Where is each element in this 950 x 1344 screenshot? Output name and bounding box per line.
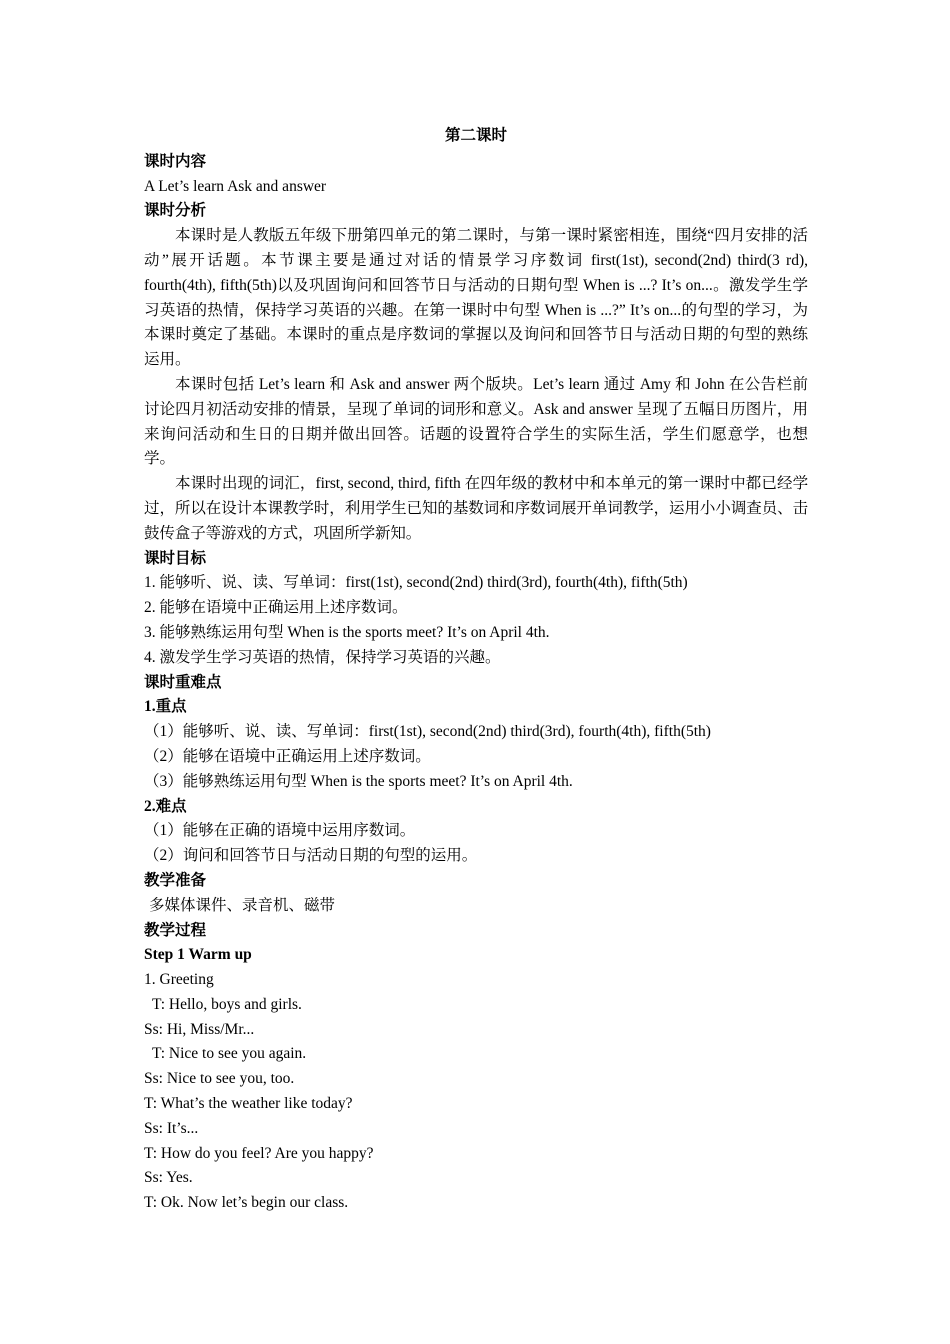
- key-point-item: （2）能够在语境中正确运用上述序数词。: [144, 747, 431, 765]
- dialogue-line: Ss: Nice to see you, too.: [144, 1070, 295, 1088]
- dialogue-line: T: How do you feel? Are you happy?: [144, 1144, 374, 1162]
- goal-item: 1. 能够听、说、读、写单词：first(1st), second(2nd) third(3rd), fourth(4th), fifth(5th): [144, 574, 688, 592]
- dialogue-line: T: Ok. Now let’s begin our class.: [144, 1194, 349, 1212]
- dialogue-line: Ss: Yes.: [144, 1169, 193, 1187]
- goal-item: 4. 激发学生学习英语的热情，保持学习英语的兴趣。: [144, 648, 501, 666]
- goal-item: 2. 能够在语境中正确运用上述序数词。: [144, 599, 408, 617]
- heading-difficult-points: 2.难点: [144, 797, 187, 815]
- dialogue-line: T: Hello, boys and girls.: [152, 995, 302, 1013]
- dialogue-line: Ss: It’s...: [144, 1119, 199, 1137]
- difficult-point-item: （2）询问和回答节日与活动日期的句型的运用。: [144, 847, 478, 865]
- dialogue-line: T: What’s the weather like today?: [144, 1095, 353, 1113]
- analysis-paragraph-1: 本课时是人教版五年级下册第四单元的第二课时，与第一课时紧密相连，围绕“四月安排的活动”展开话题。本节课主要是通过对话的情景学习序数词 first(1st), second(2nd) third(3 rd), fourth(4th), fifth(5th)以及巩固询问和回答节日与活动的日期句型 When is ...? It’s on...。激发学生学习英语的热情，保持学习英语的兴趣。在第一课时中句型 When is ...?” It’s on...的句型的学习，为本课时奠定了基础。本课时的重点是序数词的掌握以及询问和回答节日与活动日期的句型的熟练运用。: [144, 227, 808, 369]
- heading-key-points: 1.重点: [144, 698, 187, 716]
- heading-teaching-process: 教学过程: [144, 921, 207, 939]
- key-point-item: （3）能够熟练运用句型 When is the sports meet? It’s on April 4th.: [144, 772, 573, 790]
- key-point-item: （1）能够听、说、读、写单词：first(1st), second(2nd) third(3rd), fourth(4th), fifth(5th): [144, 723, 711, 741]
- heading-lesson-analysis: 课时分析: [144, 202, 207, 220]
- document-title: 第二课时: [444, 127, 507, 144]
- dialogue-line: T: Nice to see you again.: [152, 1045, 307, 1063]
- dialogue-line: Ss: Hi, Miss/Mr...: [144, 1020, 255, 1038]
- heading-key-difficult-points: 课时重难点: [144, 673, 222, 691]
- heading-teaching-preparation: 教学准备: [144, 871, 207, 889]
- step-1-heading: Step 1 Warm up: [144, 946, 252, 964]
- analysis-paragraph-2: 本课时包括 Let’s learn 和 Ask and answer 两个版块。Let’s learn 通过 Amy 和 John 在公告栏前讨论四月初活动安排的情景，呈现了单词的词形和意义。Ask and answer 呈现了五幅日历图片，用来询问活动和生日的日期并做出回答。话题的设置符合学生的实际生活，学生们愿意学，也想学。: [144, 375, 808, 468]
- analysis-paragraph-3: 本课时出现的词汇，first, second, third, fifth 在四年级的教材中和本单元的第一课时中都已经学过，所以在设计本课教学时，利用学生已知的基数词和序数词展开单词教学，运用小小调查员、击鼓传盒子等游戏的方式，巩固所学新知。: [144, 475, 808, 542]
- lesson-document: [144, 124, 808, 1216]
- heading-lesson-content: 课时内容: [144, 152, 207, 170]
- difficult-point-item: （1）能够在正确的语境中运用序数词。: [144, 822, 416, 840]
- teaching-preparation-text: 多媒体课件、录音机、磁带: [149, 896, 336, 914]
- greeting-heading: 1. Greeting: [144, 971, 214, 989]
- heading-lesson-goals: 课时目标: [144, 549, 207, 567]
- goal-item: 3. 能够熟练运用句型 When is the sports meet? It’s on April 4th.: [144, 623, 550, 641]
- lesson-content-text: A Let’s learn Ask and answer: [144, 177, 327, 195]
